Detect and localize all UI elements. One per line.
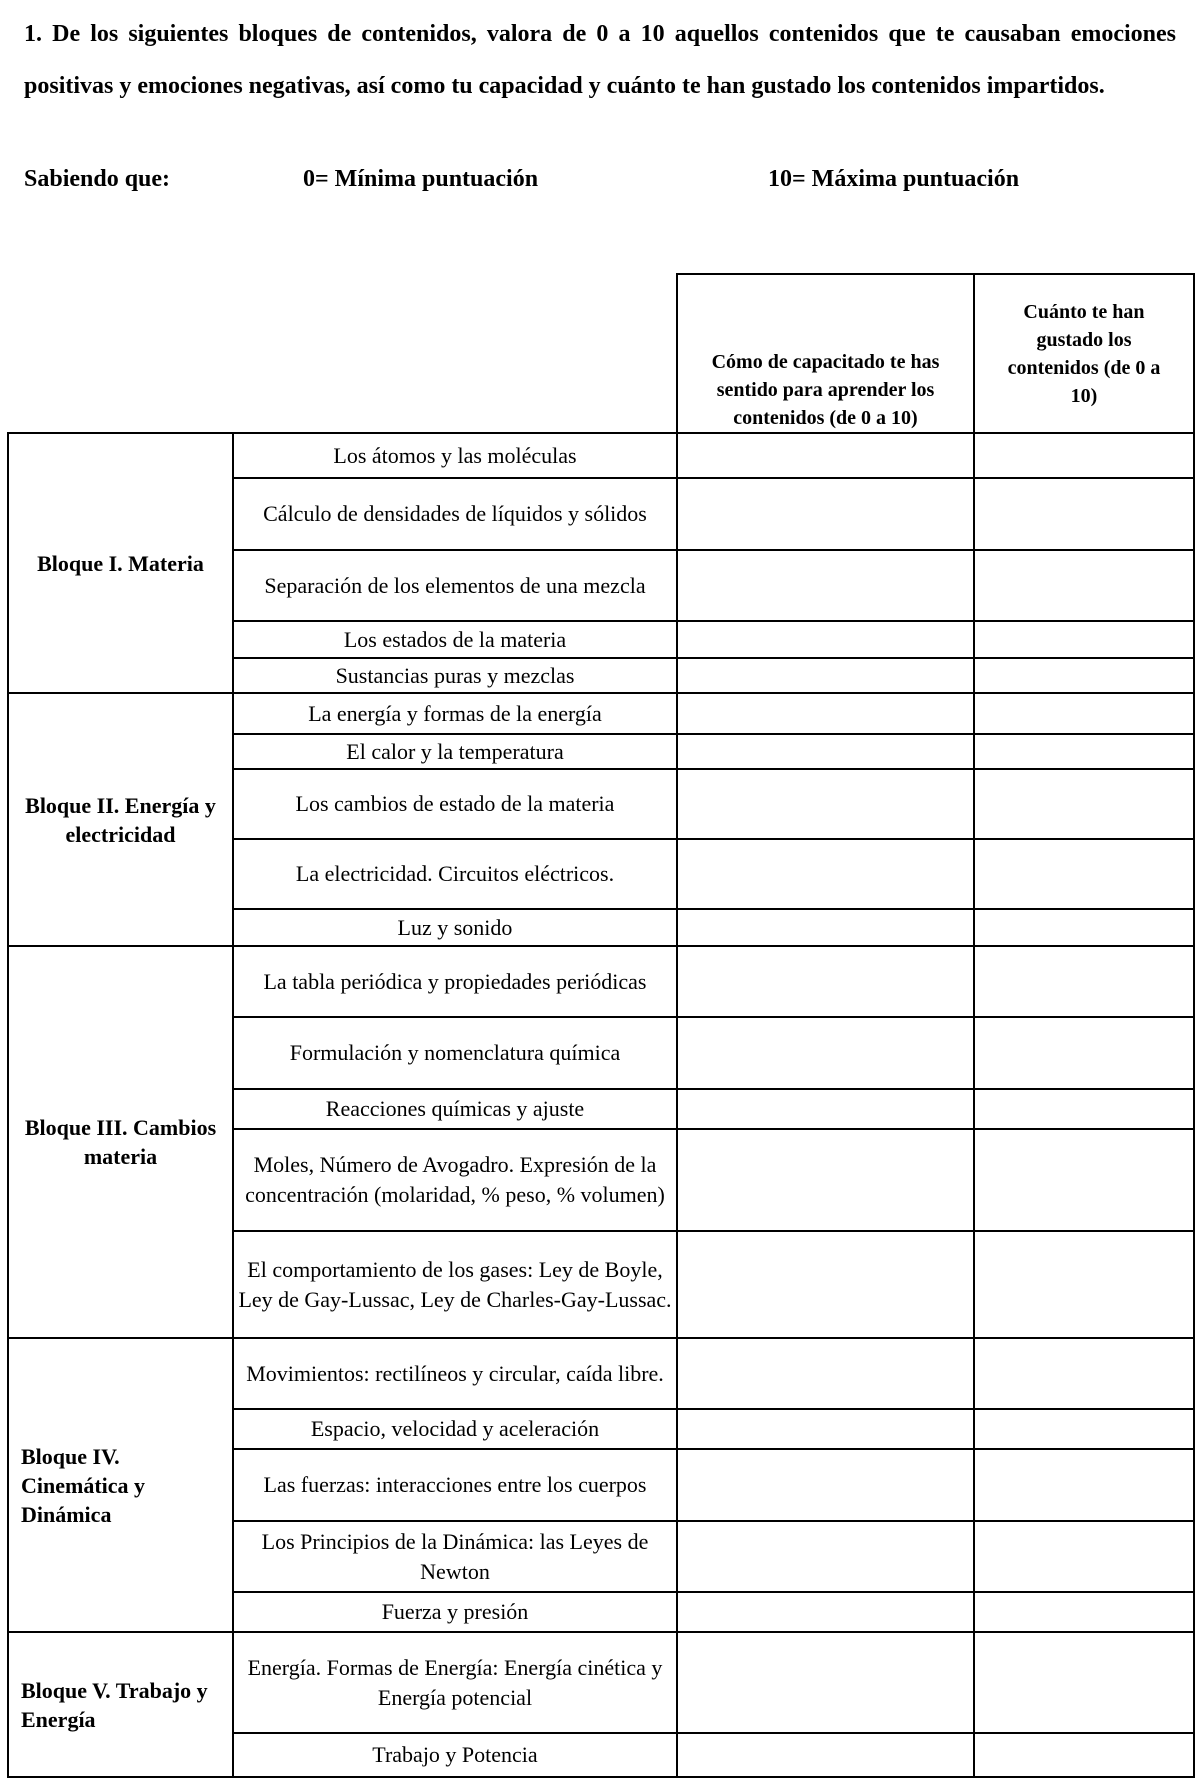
capacity-rating-cell[interactable] [677, 658, 974, 693]
liking-rating-cell[interactable] [974, 1129, 1194, 1231]
legend-label: Sabiendo que: [24, 166, 171, 192]
capacity-rating-cell[interactable] [677, 1017, 974, 1089]
content-item: Los estados de la materia [233, 621, 677, 658]
question-text: 1. De los siguientes bloques de contenidos, valora de 0 a 10 aquellos contenidos que te causaban emociones positivas y emociones negativas, así como tu capacidad y cuánto te han gustado los contenidos impartidos. [24, 21, 1176, 99]
liking-rating-cell[interactable] [974, 1521, 1194, 1592]
liking-rating-cell[interactable] [974, 1231, 1194, 1338]
liking-rating-cell[interactable] [974, 909, 1194, 946]
content-item: Movimientos: rectilíneos y circular, caída libre. [233, 1338, 677, 1409]
liking-rating-cell[interactable] [974, 769, 1194, 839]
capacity-rating-cell[interactable] [677, 1089, 974, 1129]
content-item: Sustancias puras y mezclas [233, 658, 677, 693]
legend-min: 0= Mínima puntuación [303, 166, 539, 192]
liking-rating-cell[interactable] [974, 658, 1194, 693]
capacity-rating-cell[interactable] [677, 1338, 974, 1409]
liking-rating-cell[interactable] [974, 1409, 1194, 1449]
content-item: Fuerza y presión [233, 1592, 677, 1632]
liking-rating-cell[interactable] [974, 478, 1194, 550]
header-blank [233, 274, 677, 433]
liking-rating-cell[interactable] [974, 839, 1194, 909]
block-name: Bloque I. Materia [8, 433, 233, 693]
content-item: Los átomos y las moléculas [233, 433, 677, 478]
content-item: La tabla periódica y propiedades periódicas [233, 946, 677, 1017]
capacity-rating-cell[interactable] [677, 433, 974, 478]
capacity-rating-cell[interactable] [677, 1733, 974, 1777]
content-item: Separación de los elementos de una mezcla [233, 550, 677, 621]
content-item: Las fuerzas: interacciones entre los cuerpos [233, 1449, 677, 1521]
liking-rating-cell[interactable] [974, 946, 1194, 1017]
content-item: Formulación y nomenclatura química [233, 1017, 677, 1089]
content-item: Espacio, velocidad y aceleración [233, 1409, 677, 1449]
rating-table [7, 273, 1195, 1778]
content-item: Energía. Formas de Energía: Energía cinética y Energía potencial [233, 1632, 677, 1733]
header-row [8, 274, 1194, 433]
content-item: La electricidad. Circuitos eléctricos. [233, 839, 677, 909]
capacity-rating-cell[interactable] [677, 1129, 974, 1231]
capacity-rating-cell[interactable] [677, 839, 974, 909]
block-name: Bloque V. Trabajo y Energía [8, 1632, 233, 1777]
liking-rating-cell[interactable] [974, 1592, 1194, 1632]
header-blank [8, 274, 233, 433]
content-item: Cálculo de densidades de líquidos y sólidos [233, 478, 677, 550]
liking-rating-cell[interactable] [974, 1449, 1194, 1521]
content-item: Los Principios de la Dinámica: las Leyes de Newton [233, 1521, 677, 1592]
capacity-rating-cell[interactable] [677, 946, 974, 1017]
content-item: Moles, Número de Avogadro. Expresión de la concentración (molaridad, % peso, % volumen) [233, 1129, 677, 1231]
liking-rating-cell[interactable] [974, 693, 1194, 734]
table-row [8, 1632, 1194, 1733]
content-item: El calor y la temperatura [233, 734, 677, 769]
content-item: El comportamiento de los gases: Ley de Boyle, Ley de Gay-Lussac, Ley de Charles-Gay-Lussac. [233, 1231, 677, 1338]
capacity-rating-cell[interactable] [677, 1592, 974, 1632]
table-row [8, 1338, 1194, 1409]
capacity-rating-cell[interactable] [677, 693, 974, 734]
liking-rating-cell[interactable] [974, 1632, 1194, 1733]
liking-rating-cell[interactable] [974, 1017, 1194, 1089]
block-name: Bloque IV. Cinemática y Dinámica [8, 1338, 233, 1632]
content-item: Trabajo y Potencia [233, 1733, 677, 1777]
block-name: Bloque III. Cambios materia [8, 946, 233, 1338]
capacity-rating-cell[interactable] [677, 734, 974, 769]
capacity-rating-cell[interactable] [677, 1449, 974, 1521]
liking-rating-cell[interactable] [974, 621, 1194, 658]
liking-rating-cell[interactable] [974, 1733, 1194, 1777]
capacity-rating-cell[interactable] [677, 1521, 974, 1592]
capacity-rating-cell[interactable] [677, 1409, 974, 1449]
capacity-rating-cell[interactable] [677, 769, 974, 839]
content-item: La energía y formas de la energía [233, 693, 677, 734]
capacity-rating-cell[interactable] [677, 478, 974, 550]
liking-rating-cell[interactable] [974, 550, 1194, 621]
capacity-rating-cell[interactable] [677, 1231, 974, 1338]
liking-rating-cell[interactable] [974, 1089, 1194, 1129]
legend-max: 10= Máxima puntuación [768, 166, 1020, 192]
liking-rating-cell[interactable] [974, 433, 1194, 478]
header-capacity: Cómo de capacitado te has sentido para aprender los contenidos (de 0 a 10) [677, 274, 974, 433]
capacity-rating-cell[interactable] [677, 621, 974, 658]
table-row [8, 693, 1194, 734]
liking-rating-cell[interactable] [974, 734, 1194, 769]
header-liking: Cuánto te han gustado los contenidos (de 0 a 10) [974, 274, 1194, 433]
table-row [8, 946, 1194, 1017]
liking-rating-cell[interactable] [974, 1338, 1194, 1409]
content-item: Luz y sonido [233, 909, 677, 946]
content-item: Reacciones químicas y ajuste [233, 1089, 677, 1129]
capacity-rating-cell[interactable] [677, 1632, 974, 1733]
table-row [8, 433, 1194, 478]
block-name: Bloque II. Energía y electricidad [8, 693, 233, 946]
capacity-rating-cell[interactable] [677, 550, 974, 621]
capacity-rating-cell[interactable] [677, 909, 974, 946]
content-item: Los cambios de estado de la materia [233, 769, 677, 839]
